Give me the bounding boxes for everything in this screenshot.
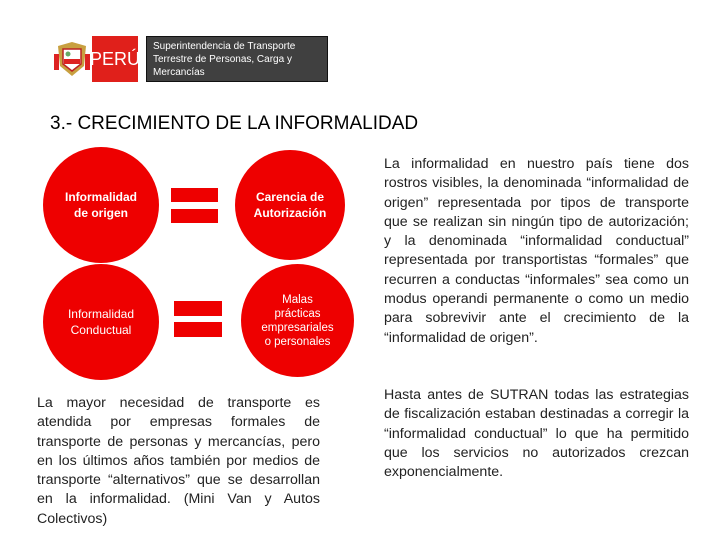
paragraph-right-bottom: Hasta antes de SUTRAN todas las estrategias de fiscalización estaban destinadas a corregir la “informalidad conductual” lo que ha permitido que los servicios no autorizados crezcan exponencialmente. — [384, 387, 689, 481]
slide-title: 3.- CRECIMIENTO DE LA INFORMALIDAD — [50, 113, 419, 134]
circle-informalidad-conductual: Informalidad Conductual — [43, 264, 159, 380]
equals-bar-bottom — [171, 209, 218, 223]
equals-bar-bottom-2 — [174, 322, 222, 337]
paragraph-right-top: La informalidad en nuestro país tiene dos rostros visibles, la denominada “informalidad de origen” representada por tipos de transporte que se realizan sin ningún tipo de autorización; y la denominada “informalidad conductual” representada por transportistas “formales” que recurren a conductas “informales” sea como un modus operandi permanente o como un medio para sobrevivir ante el crecimiento de la “informalidad de origen”. — [384, 156, 689, 346]
paragraph-left-bottom: La mayor necesidad de transporte es atendida por empresas formales de transporte de personas y mercancías, pero en los últimos años también por medios de transporte “alternativos” que se desarrollan en la informalidad. (Mini Van y Autos Colectivos) — [37, 395, 320, 527]
peru-coat-of-arms-icon — [54, 40, 90, 80]
circle-malas-practicas: Malas prácticas empresariales o personales — [241, 264, 354, 377]
agency-name-box: Superintendencia de Transporte Terrestre de Personas, Carga y Mercancías — [146, 36, 328, 82]
equals-bar-top — [171, 188, 218, 202]
peru-logo: PERÚ — [92, 36, 138, 82]
circle-informalidad-origen: Informalidad de origen — [43, 147, 159, 263]
circle-carencia-autorizacion: Carencia de Autorización — [235, 150, 345, 260]
equals-bar-top-2 — [174, 301, 222, 316]
